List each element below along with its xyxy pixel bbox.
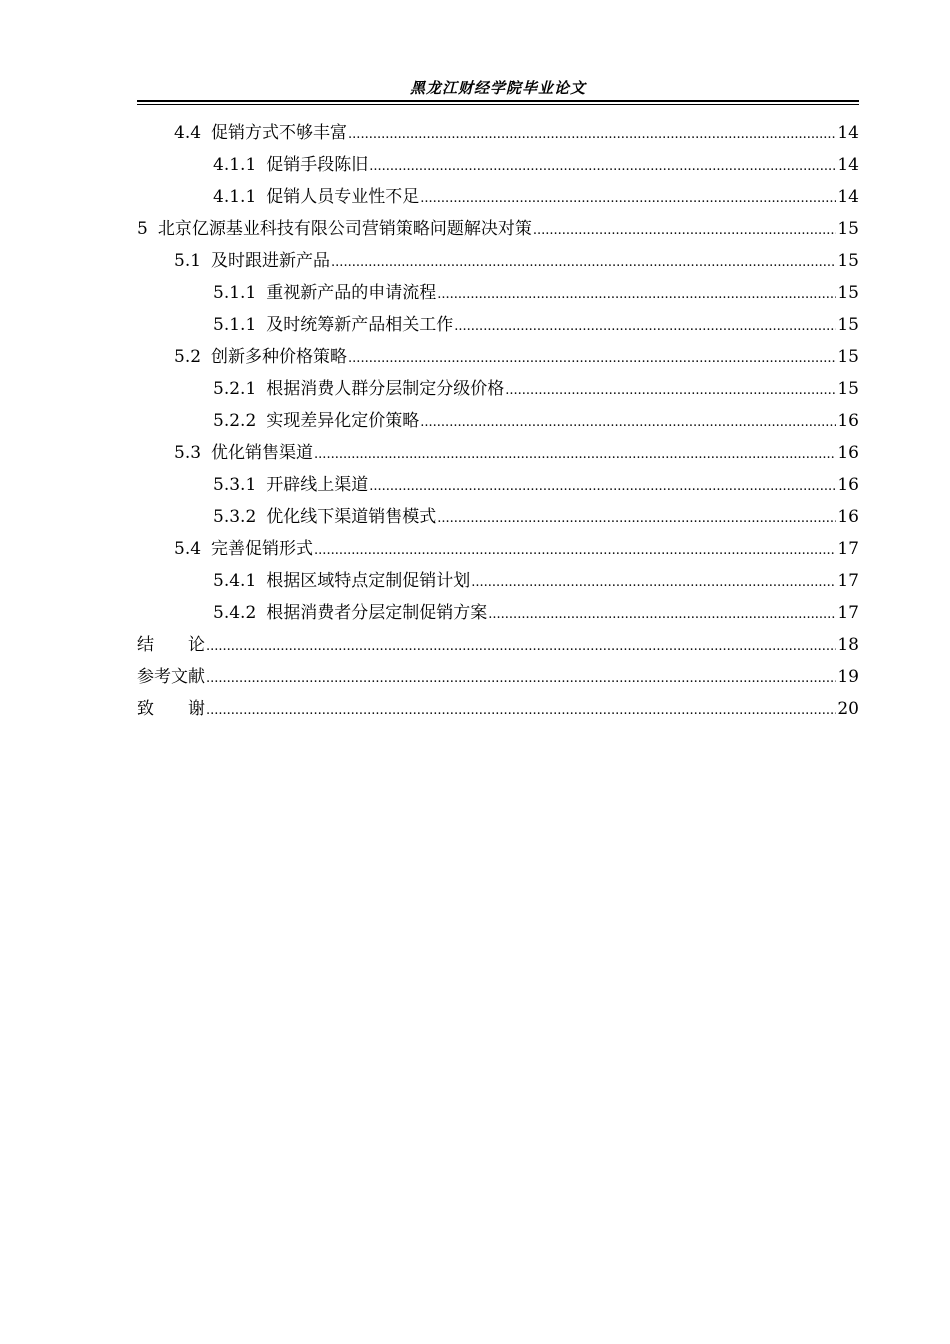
toc-entry[interactable] bbox=[137, 533, 859, 565]
toc-entry-title: 开辟线上渠道 bbox=[266, 475, 369, 495]
toc-entry[interactable] bbox=[137, 405, 859, 437]
toc-dot-leader bbox=[454, 309, 836, 343]
toc-entry-title: 参考文献 bbox=[137, 667, 205, 687]
toc-entry-number: 5.4.1 bbox=[213, 571, 257, 591]
header-rule-thick bbox=[137, 100, 859, 102]
header-rule-thin bbox=[137, 104, 859, 105]
toc-entry[interactable] bbox=[137, 501, 859, 533]
toc-entry-number: 5.1.1 bbox=[213, 315, 257, 335]
toc-entry-title: 及时跟进新产品 bbox=[211, 251, 331, 271]
toc-dot-leader bbox=[437, 501, 836, 535]
toc-entry-number: 5.3.2 bbox=[213, 507, 257, 527]
toc-entry-page: 15 bbox=[837, 219, 859, 239]
toc-entry-number: 4.4 bbox=[174, 123, 202, 143]
toc-entry-number: 4.1.1 bbox=[213, 187, 257, 207]
toc-entry-title: 优化销售渠道 bbox=[211, 443, 314, 463]
toc-dot-leader bbox=[369, 469, 836, 503]
toc-entry-page: 15 bbox=[837, 251, 859, 271]
toc-entry-conclusion[interactable] bbox=[137, 629, 859, 661]
toc-entry-page: 14 bbox=[837, 155, 859, 175]
toc-entry-title: 致 谢 bbox=[137, 699, 205, 719]
toc-entry-page: 16 bbox=[837, 475, 859, 495]
table-of-contents bbox=[137, 117, 859, 725]
toc-entry-page: 17 bbox=[837, 603, 859, 623]
toc-entry[interactable] bbox=[137, 277, 859, 309]
toc-dot-leader bbox=[533, 213, 837, 247]
toc-entry-page: 20 bbox=[837, 699, 859, 719]
toc-entry[interactable] bbox=[137, 373, 859, 405]
toc-entry-title: 促销手段陈旧 bbox=[266, 155, 369, 175]
toc-entry[interactable] bbox=[137, 213, 859, 245]
toc-entry-page: 17 bbox=[837, 539, 859, 559]
toc-entry-title: 重视新产品的申请流程 bbox=[266, 283, 437, 303]
toc-entry-title: 北京亿源基业科技有限公司营销策略问题解决对策 bbox=[157, 219, 532, 239]
toc-entry-title: 根据区域特点定制促销计划 bbox=[266, 571, 471, 591]
toc-entry-page: 18 bbox=[837, 635, 859, 655]
toc-entry-page: 16 bbox=[837, 443, 859, 463]
toc-entry-title: 结 论 bbox=[137, 635, 205, 655]
toc-entry-page: 15 bbox=[837, 379, 859, 399]
toc-entry[interactable] bbox=[137, 309, 859, 341]
toc-dot-leader bbox=[348, 117, 836, 151]
toc-entry-page: 15 bbox=[837, 315, 859, 335]
toc-entry-number: 5.4 bbox=[174, 539, 202, 559]
toc-dot-leader bbox=[348, 341, 836, 375]
toc-entry[interactable] bbox=[137, 437, 859, 469]
toc-entry-number: 5.1 bbox=[174, 251, 202, 271]
toc-dot-leader bbox=[206, 693, 836, 727]
toc-entry-number: 5.4.2 bbox=[213, 603, 257, 623]
toc-entry-title: 优化线下渠道销售模式 bbox=[266, 507, 437, 527]
toc-entry-page: 17 bbox=[837, 571, 859, 591]
toc-dot-leader bbox=[369, 149, 836, 183]
toc-dot-leader bbox=[505, 373, 836, 407]
toc-entry[interactable] bbox=[137, 245, 859, 277]
toc-entry[interactable] bbox=[137, 469, 859, 501]
toc-entry[interactable] bbox=[137, 181, 859, 213]
toc-dot-leader bbox=[437, 277, 836, 311]
toc-entry-page: 15 bbox=[837, 347, 859, 367]
toc-entry-title: 根据消费人群分层制定分级价格 bbox=[266, 379, 505, 399]
toc-entry-number: 5.3 bbox=[174, 443, 202, 463]
toc-entry[interactable] bbox=[137, 149, 859, 181]
toc-dot-leader bbox=[488, 597, 836, 631]
toc-entry-title: 根据消费者分层定制促销方案 bbox=[266, 603, 488, 623]
page-header bbox=[137, 78, 859, 106]
toc-entry-number: 5.2.1 bbox=[213, 379, 257, 399]
toc-entry-page: 16 bbox=[837, 507, 859, 527]
toc-entry-number: 5.2 bbox=[174, 347, 202, 367]
toc-dot-leader bbox=[314, 437, 836, 471]
toc-entry-page: 16 bbox=[837, 411, 859, 431]
toc-entry[interactable] bbox=[137, 341, 859, 373]
toc-entry-number: 4.1.1 bbox=[213, 155, 257, 175]
toc-entry-page: 19 bbox=[837, 667, 859, 687]
toc-dot-leader bbox=[314, 533, 836, 567]
toc-entry-number: 5.2.2 bbox=[213, 411, 257, 431]
toc-entry-title: 促销人员专业性不足 bbox=[266, 187, 420, 207]
toc-dot-leader bbox=[471, 565, 836, 599]
toc-dot-leader bbox=[206, 661, 836, 695]
toc-entry-number: 5.1.1 bbox=[213, 283, 257, 303]
toc-entry[interactable] bbox=[137, 597, 859, 629]
toc-entry-title: 促销方式不够丰富 bbox=[211, 123, 348, 143]
toc-entry-page: 15 bbox=[837, 283, 859, 303]
toc-entry-page: 14 bbox=[837, 123, 859, 143]
toc-entry-number: 5 bbox=[137, 219, 148, 239]
toc-entry[interactable] bbox=[137, 117, 859, 149]
toc-entry-title: 创新多种价格策略 bbox=[211, 347, 348, 367]
toc-entry-title: 完善促销形式 bbox=[211, 539, 314, 559]
toc-dot-leader bbox=[420, 405, 836, 439]
toc-dot-leader bbox=[331, 245, 836, 279]
header-title: 黑龙江财经学院毕业论文 bbox=[409, 79, 586, 97]
toc-dot-leader bbox=[206, 629, 836, 663]
toc-entry-references[interactable] bbox=[137, 661, 859, 693]
toc-entry-page: 14 bbox=[837, 187, 859, 207]
toc-dot-leader bbox=[420, 181, 836, 215]
toc-entry[interactable] bbox=[137, 565, 859, 597]
toc-entry-acknowledgements[interactable] bbox=[137, 693, 859, 725]
toc-entry-title: 实现差异化定价策略 bbox=[266, 411, 420, 431]
toc-entry-title: 及时统筹新产品相关工作 bbox=[266, 315, 454, 335]
toc-entry-number: 5.3.1 bbox=[213, 475, 257, 495]
